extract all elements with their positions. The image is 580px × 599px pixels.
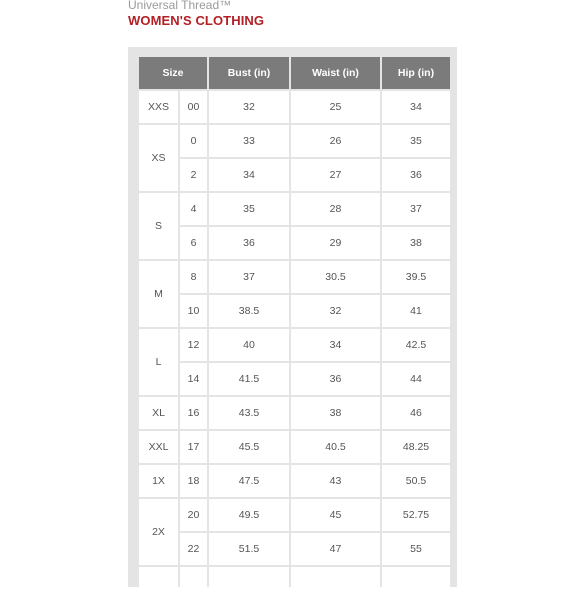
waist-cell: 34 xyxy=(291,329,380,361)
hip-cell: 35 xyxy=(382,125,450,157)
size-number-cell: 0 xyxy=(180,125,207,157)
table-row-cutoff-cell xyxy=(291,567,380,599)
bust-cell: 34 xyxy=(209,159,289,191)
waist-cell: 43 xyxy=(291,465,380,497)
waist-cell: 36 xyxy=(291,363,380,395)
hip-cell: 52.75 xyxy=(382,499,450,531)
hip-cell: 38 xyxy=(382,227,450,259)
table-row-cutoff-cell xyxy=(139,567,178,599)
table-row-cutoff-cell xyxy=(209,567,289,599)
hip-cell: 39.5 xyxy=(382,261,450,293)
table-row-cutoff-cell xyxy=(382,567,450,599)
bust-cell: 33 xyxy=(209,125,289,157)
size-number-cell: 10 xyxy=(180,295,207,327)
hip-cell: 36 xyxy=(382,159,450,191)
bust-cell: 35 xyxy=(209,193,289,225)
bust-cell: 49.5 xyxy=(209,499,289,531)
bust-cell: 47.5 xyxy=(209,465,289,497)
page-title: WOMEN'S CLOTHING xyxy=(128,13,265,28)
hip-cell: 50.5 xyxy=(382,465,450,497)
waist-cell: 32 xyxy=(291,295,380,327)
size-number-cell: 16 xyxy=(180,397,207,429)
header-hip: Hip (in) xyxy=(382,57,450,89)
size-label-cell: XXL xyxy=(139,431,178,463)
size-label-cell: XL xyxy=(139,397,178,429)
size-label-cell: 1X xyxy=(139,465,178,497)
header-bust: Bust (in) xyxy=(209,57,289,89)
size-label-cell: XS xyxy=(139,125,178,191)
size-number-cell: 20 xyxy=(180,499,207,531)
size-number-cell: 22 xyxy=(180,533,207,565)
size-number-cell: 00 xyxy=(180,91,207,123)
waist-cell: 38 xyxy=(291,397,380,429)
hip-cell: 41 xyxy=(382,295,450,327)
bust-cell: 40 xyxy=(209,329,289,361)
size-number-cell: 8 xyxy=(180,261,207,293)
waist-cell: 45 xyxy=(291,499,380,531)
size-label-cell: 2X xyxy=(139,499,178,565)
size-number-cell: 2 xyxy=(180,159,207,191)
bust-cell: 43.5 xyxy=(209,397,289,429)
header-size: Size xyxy=(139,57,207,89)
size-number-cell: 14 xyxy=(180,363,207,395)
size-number-cell: 17 xyxy=(180,431,207,463)
waist-cell: 25 xyxy=(291,91,380,123)
hip-cell: 55 xyxy=(382,533,450,565)
size-label-cell: S xyxy=(139,193,178,259)
hip-cell: 44 xyxy=(382,363,450,395)
size-number-cell: 4 xyxy=(180,193,207,225)
hip-cell: 34 xyxy=(382,91,450,123)
hip-cell: 46 xyxy=(382,397,450,429)
hip-cell: 37 xyxy=(382,193,450,225)
bust-cell: 51.5 xyxy=(209,533,289,565)
waist-cell: 47 xyxy=(291,533,380,565)
size-label-cell: XXS xyxy=(139,91,178,123)
bust-cell: 37 xyxy=(209,261,289,293)
header-waist: Waist (in) xyxy=(291,57,380,89)
bust-cell: 36 xyxy=(209,227,289,259)
bust-cell: 41.5 xyxy=(209,363,289,395)
bust-cell: 45.5 xyxy=(209,431,289,463)
size-label-cell: M xyxy=(139,261,178,327)
size-number-cell: 18 xyxy=(180,465,207,497)
bust-cell: 38.5 xyxy=(209,295,289,327)
size-number-cell: 12 xyxy=(180,329,207,361)
waist-cell: 26 xyxy=(291,125,380,157)
hip-cell: 48.25 xyxy=(382,431,450,463)
waist-cell: 30.5 xyxy=(291,261,380,293)
brand-name: Universal Thread™ xyxy=(128,0,232,12)
waist-cell: 40.5 xyxy=(291,431,380,463)
size-number-cell: 6 xyxy=(180,227,207,259)
waist-cell: 28 xyxy=(291,193,380,225)
waist-cell: 29 xyxy=(291,227,380,259)
bust-cell: 32 xyxy=(209,91,289,123)
size-label-cell: L xyxy=(139,329,178,395)
hip-cell: 42.5 xyxy=(382,329,450,361)
waist-cell: 27 xyxy=(291,159,380,191)
table-row-cutoff-cell xyxy=(180,567,207,599)
size-chart-table xyxy=(139,57,450,599)
